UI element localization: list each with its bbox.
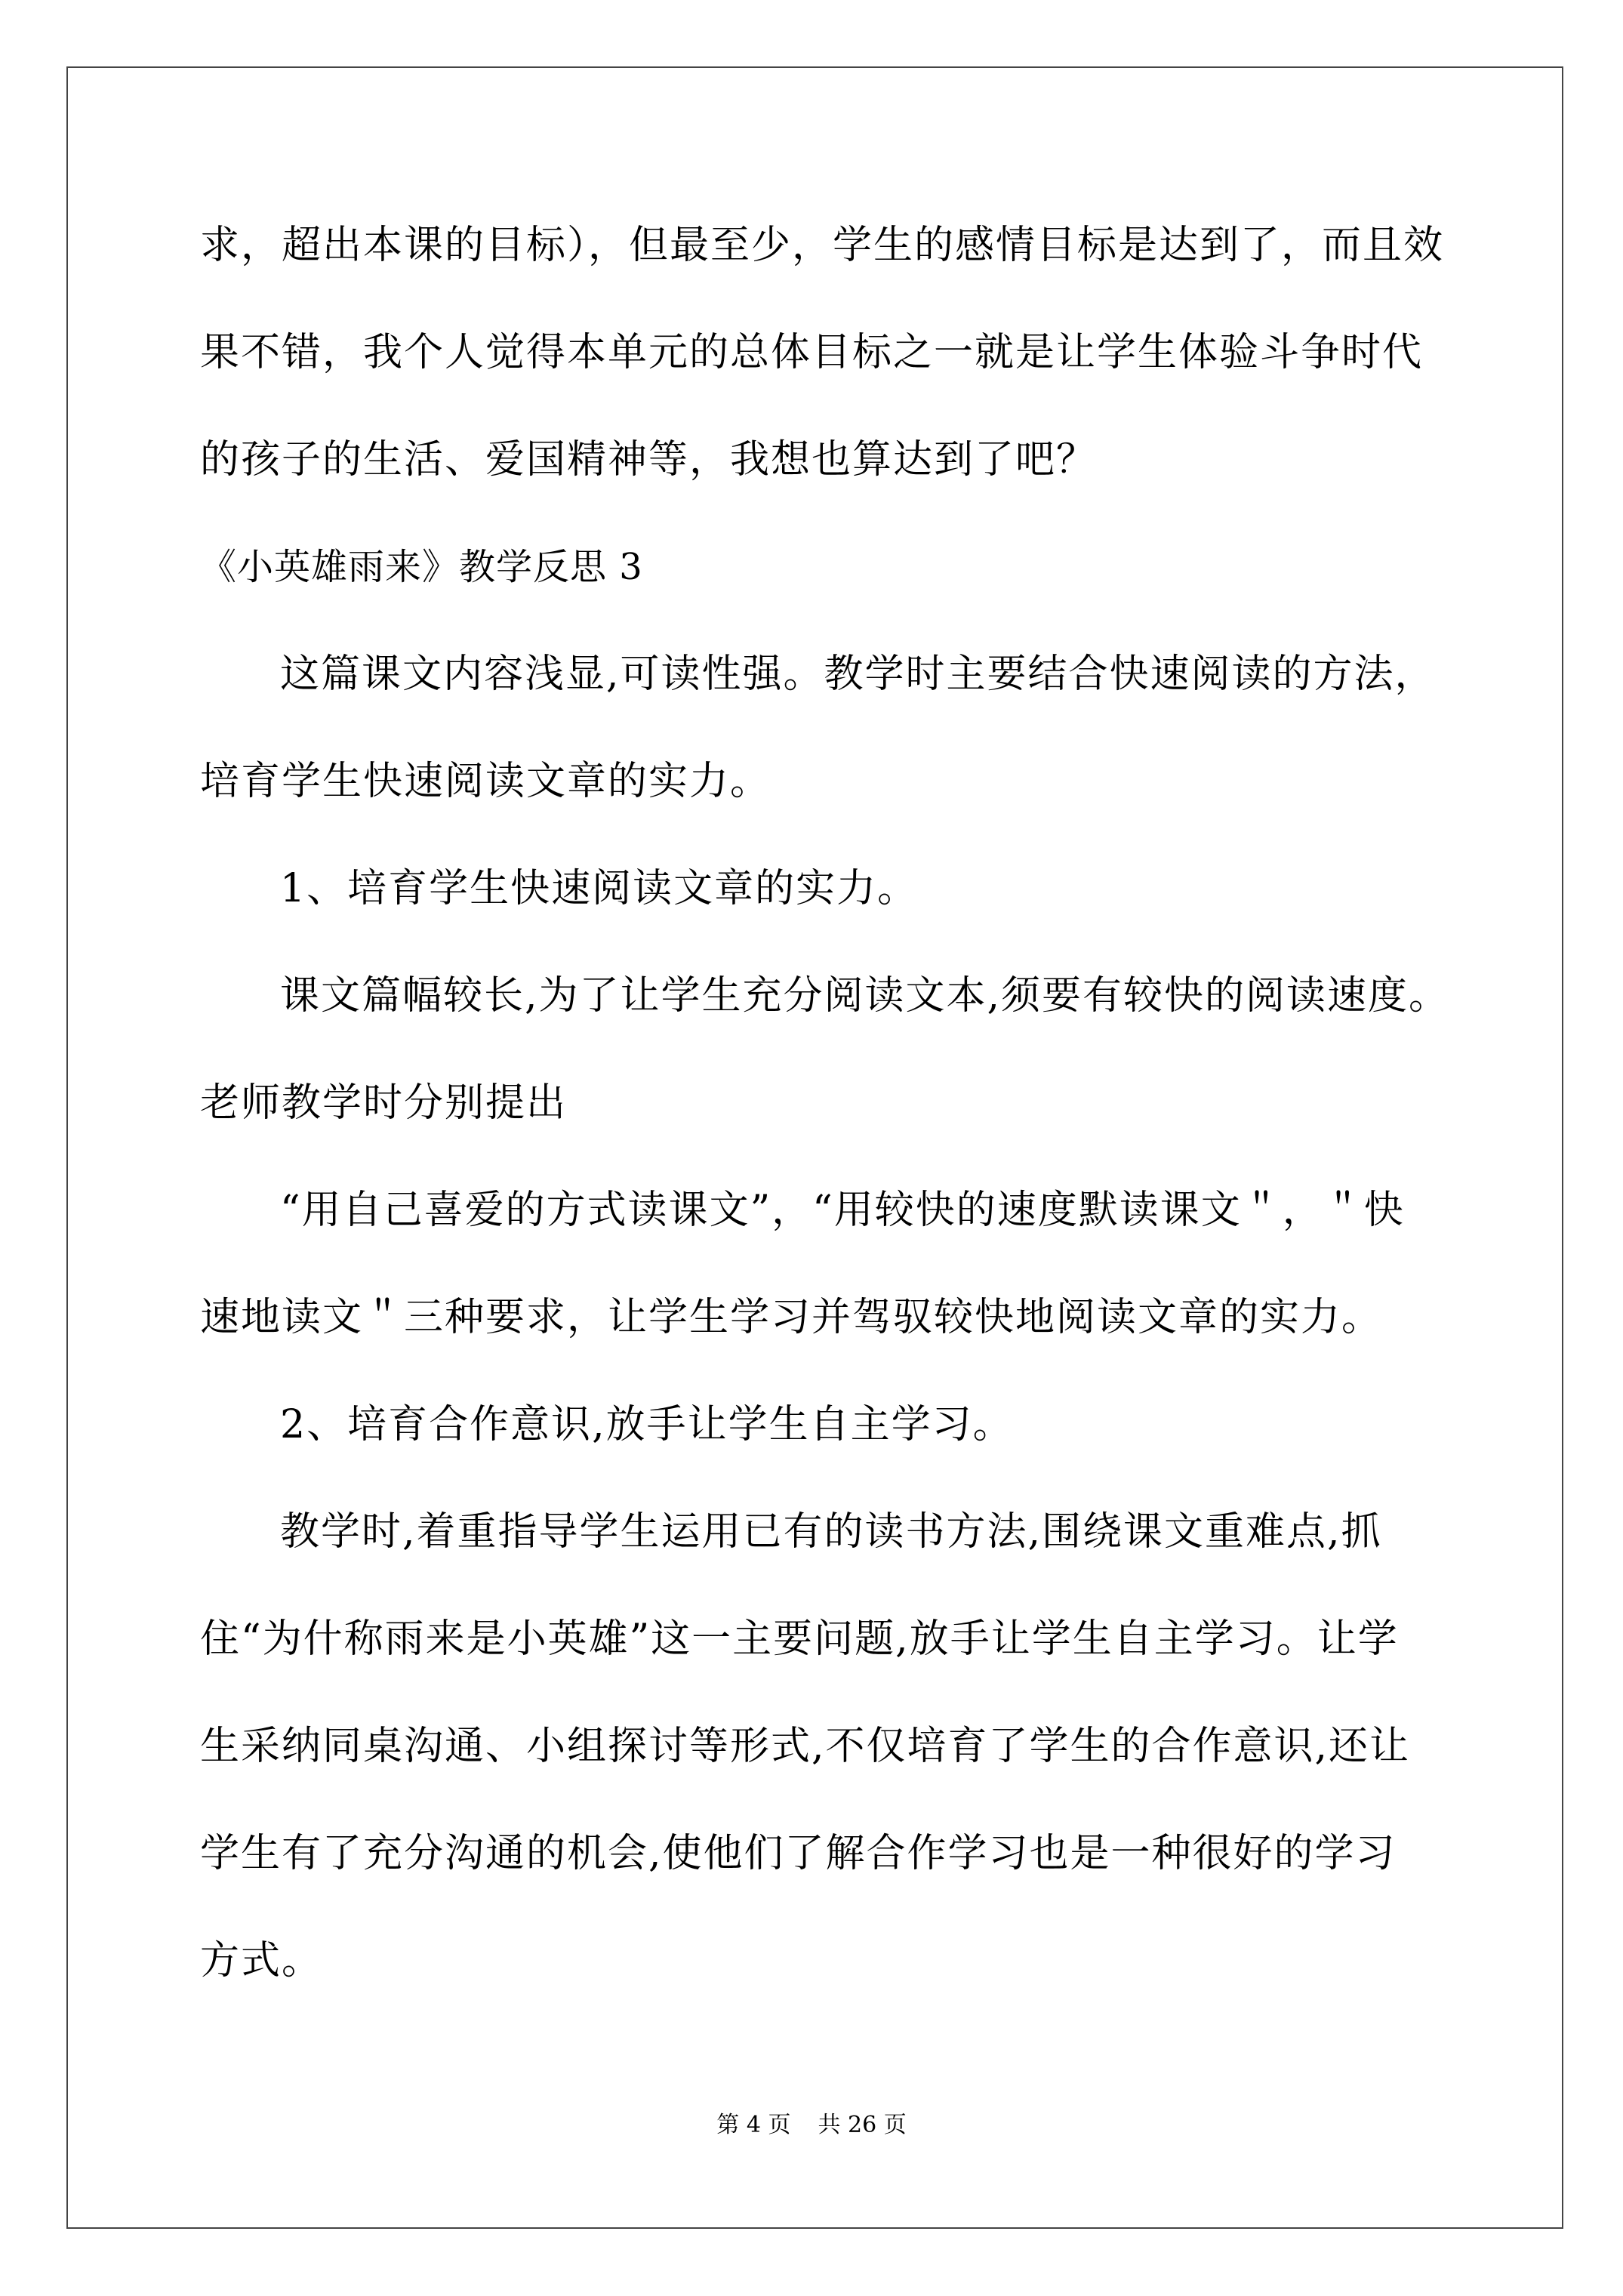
paragraph-line: 学生有了充分沟通的机会,使他们了解合作学习也是一种很好的学习 <box>200 1831 1397 1876</box>
paragraph-line: 方式。 <box>200 1938 323 1983</box>
page-number: 第 4 页 <box>716 2112 791 2138</box>
paragraph-line: 教学时,着重指导学生运用已有的读书方法,围绕课文重难点,抓 <box>280 1509 1382 1555</box>
list-item-heading: 2、培育合作意识,放手让学生自主学习。 <box>280 1402 1014 1447</box>
paragraph-line: 这篇课文内容浅显,可读性强。教学时主要结合快速阅读的方法， <box>280 652 1436 697</box>
paragraph-line: 住“为什称雨来是小英雄”这一主要问题,放手让学生自主学习。让学 <box>200 1616 1399 1662</box>
list-item-heading: 1、培育学生快速阅读文章的实力。 <box>280 866 919 911</box>
paragraph-line: 求，超出本课的目标），但最至少，学生的感情目标是达到了，而且效 <box>200 223 1445 268</box>
paragraph-line: 老师教学时分别提出 <box>200 1080 568 1126</box>
page-footer <box>0 2110 1623 2140</box>
paragraph-line: 培育学生快速阅读文章的实力。 <box>200 759 771 804</box>
page-total: 共 26 页 <box>818 2112 907 2138</box>
paragraph-line: 速地读文＂三种要求，让学生学习并驾驭较快地阅读文章的实力。 <box>200 1295 1383 1340</box>
page-border <box>66 66 1563 2229</box>
paragraph-line: “用自己喜爱的方式读课文”，“用较快的速度默读课文＂，＂快 <box>280 1188 1405 1233</box>
paragraph-line: 课文篇幅较长,为了让学生充分阅读文本,须要有较快的阅读速度。 <box>280 973 1450 1019</box>
paragraph-line: 果不错，我个人觉得本单元的总体目标之一就是让学生体验斗争时代 <box>200 330 1424 375</box>
paragraph-line: 的孩子的生活、爱国精神等，我想也算达到了吧？ <box>200 437 1098 482</box>
paragraph-line: 生采纳同桌沟通、小组探讨等形式,不仅培育了学生的合作意识,还让 <box>200 1724 1411 1769</box>
section-heading: 《小英雄雨来》教学反思 3 <box>200 546 643 588</box>
